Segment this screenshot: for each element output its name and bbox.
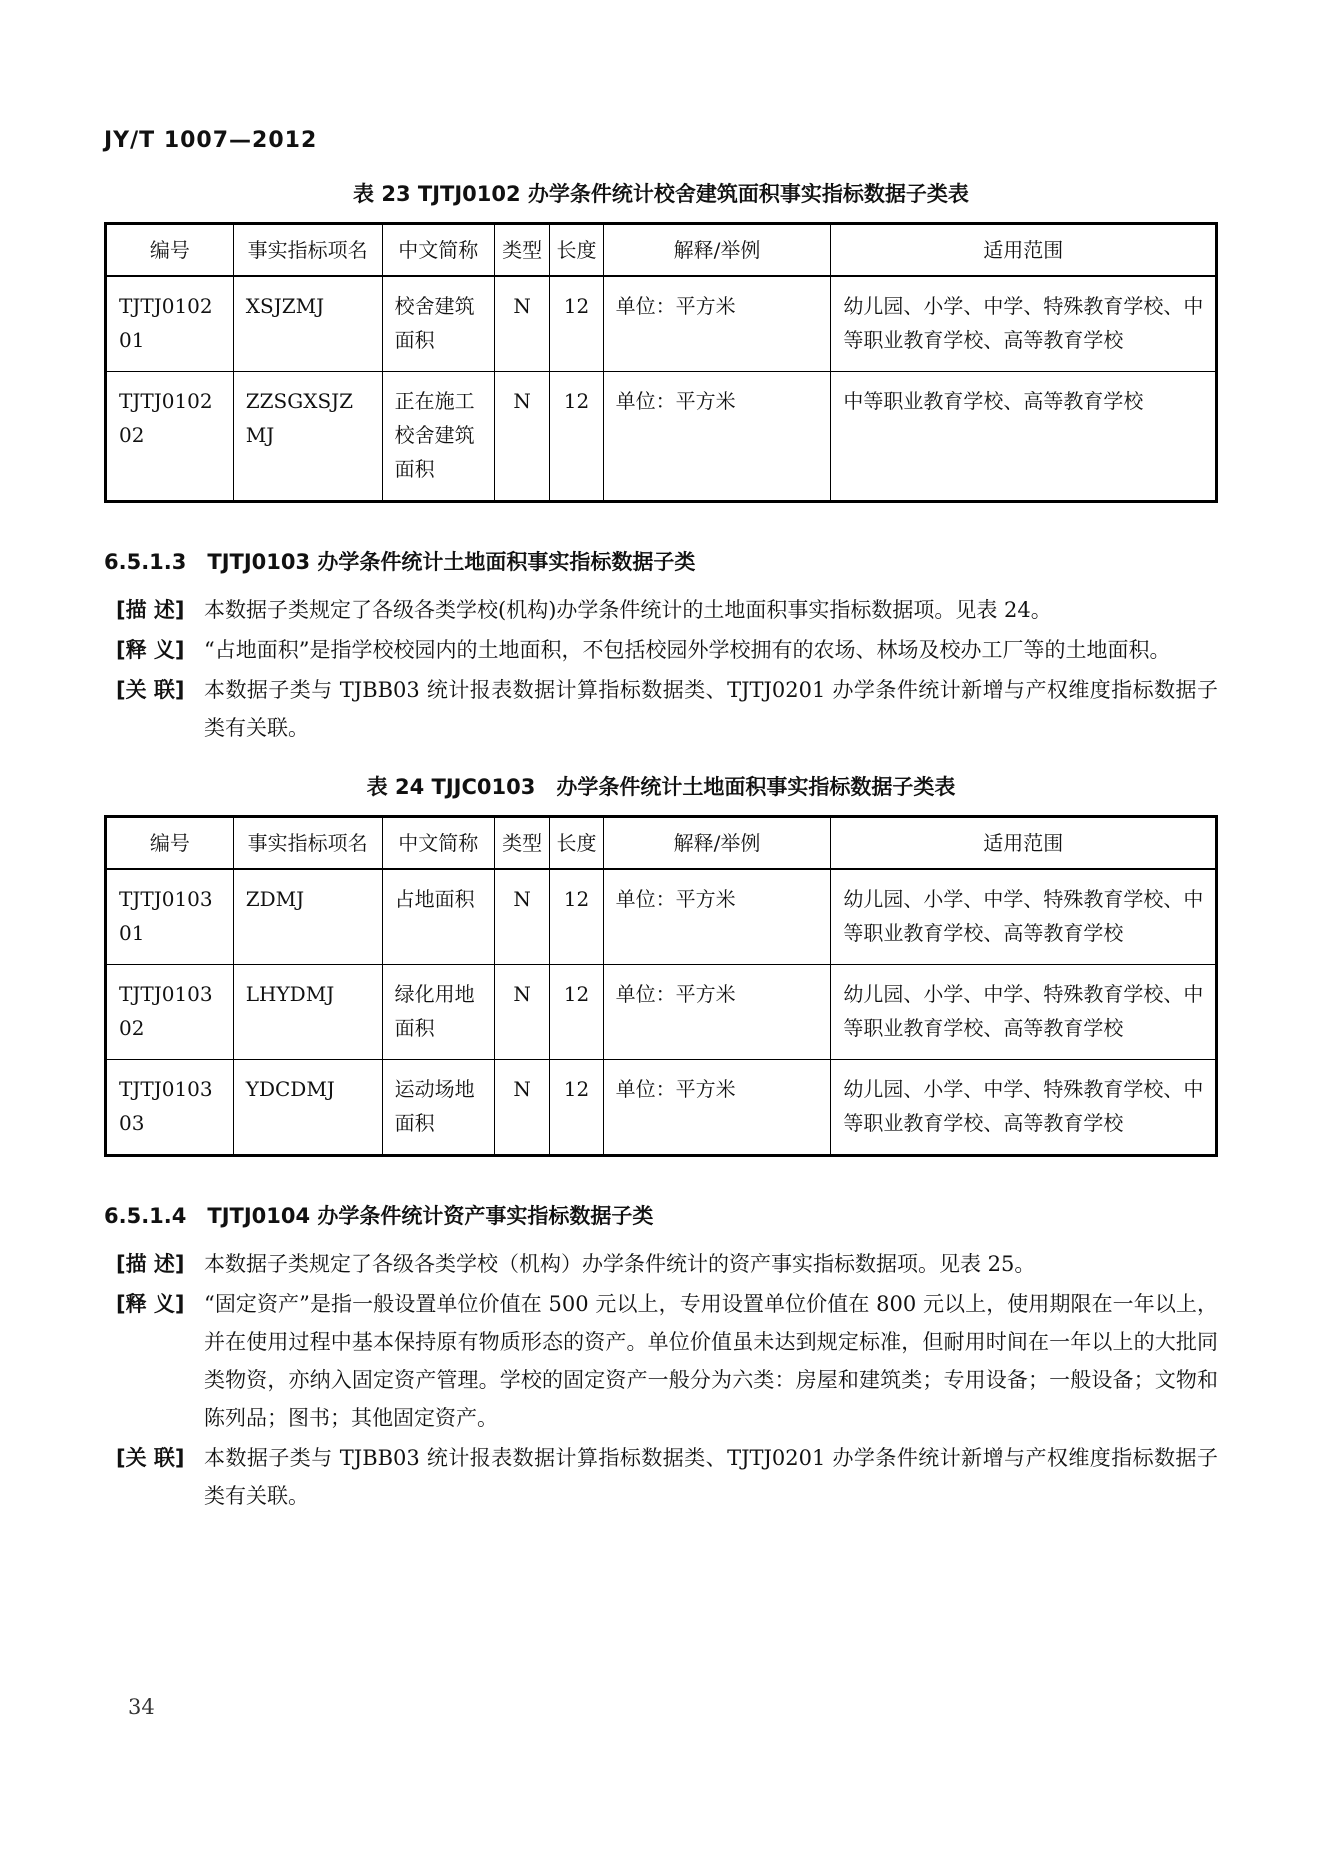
section-heading-6513: 6.5.1.3 TJTJ0103 办学条件统计土地面积事实指标数据子类 <box>104 550 696 574</box>
cell-item: ZDMJ <box>233 869 382 965</box>
para-label: [释 义] <box>116 1292 185 1316</box>
cell-len: 12 <box>550 965 603 1060</box>
cell-len: 12 <box>550 869 603 965</box>
paragraph-description <box>116 1245 1218 1283</box>
cell-type: N <box>494 1060 550 1156</box>
para-label: [描 述] <box>116 1252 185 1276</box>
table23-caption: 表 23 TJTJ0102 办学条件统计校舍建筑面积事实指标数据子类表 <box>353 182 969 206</box>
table24 <box>104 815 1218 1157</box>
col-header-type: 类型 <box>494 817 550 870</box>
para-text: 本数据子类规定了各级各类学校（机构）办学条件统计的资产事实指标数据项。见表 25。 <box>204 1252 1036 1276</box>
page-number: 34 <box>128 1695 155 1719</box>
table-row <box>106 965 1217 1060</box>
cell-item: ZZSGXSJZMJ <box>233 372 382 502</box>
cell-item: YDCDMJ <box>233 1060 382 1156</box>
col-header-item: 事实指标项名 <box>233 817 382 870</box>
cell-desc: 单位：平方米 <box>603 276 831 372</box>
cell-len: 12 <box>550 1060 603 1156</box>
col-header-scope: 适用范围 <box>831 224 1217 277</box>
cell-type: N <box>494 869 550 965</box>
cell-scope: 幼儿园、小学、中学、特殊教育学校、中等职业教育学校、高等教育学校 <box>831 869 1217 965</box>
section-6513-paragraphs <box>104 591 1218 747</box>
paragraph-relation <box>116 1439 1218 1515</box>
col-header-desc: 解释/举例 <box>603 817 831 870</box>
cell-item: XSJZMJ <box>233 276 382 372</box>
cell-item: LHYDMJ <box>233 965 382 1060</box>
paragraph-definition <box>116 631 1218 669</box>
col-header-id: 编号 <box>106 817 234 870</box>
paragraph-description <box>116 591 1218 629</box>
cell-type: N <box>494 372 550 502</box>
section-heading-6514: 6.5.1.4 TJTJ0104 办学条件统计资产事实指标数据子类 <box>104 1204 654 1228</box>
section-6514-paragraphs <box>104 1245 1218 1515</box>
cell-name: 运动场地面积 <box>382 1060 494 1156</box>
col-header-desc: 解释/举例 <box>603 224 831 277</box>
cell-name: 正在施工校舍建筑面积 <box>382 372 494 502</box>
cell-scope: 幼儿园、小学、中学、特殊教育学校、中等职业教育学校、高等教育学校 <box>831 1060 1217 1156</box>
cell-id: TJTJ010301 <box>106 869 234 965</box>
cell-len: 12 <box>550 372 603 502</box>
paragraph-definition <box>116 1285 1218 1437</box>
cell-scope: 幼儿园、小学、中学、特殊教育学校、中等职业教育学校、高等教育学校 <box>831 276 1217 372</box>
table-row <box>106 1060 1217 1156</box>
table-row <box>106 869 1217 965</box>
doc-code: JY/T 1007—2012 <box>104 128 318 153</box>
col-header-name: 中文简称 <box>382 224 494 277</box>
cell-scope: 中等职业教育学校、高等教育学校 <box>831 372 1217 502</box>
col-header-id: 编号 <box>106 224 234 277</box>
cell-name: 绿化用地面积 <box>382 965 494 1060</box>
cell-name: 校舍建筑面积 <box>382 276 494 372</box>
para-label: [释 义] <box>116 638 185 662</box>
col-header-name: 中文简称 <box>382 817 494 870</box>
para-label: [关 联] <box>116 678 185 702</box>
para-text: 本数据子类与 TJBB03 统计报表数据计算指标数据类、TJTJ0201 办学条件统计新增与产权维度指标数据子类有关联。 <box>204 1446 1218 1508</box>
cell-desc: 单位：平方米 <box>603 869 831 965</box>
cell-scope: 幼儿园、小学、中学、特殊教育学校、中等职业教育学校、高等教育学校 <box>831 965 1217 1060</box>
col-header-scope: 适用范围 <box>831 817 1217 870</box>
cell-type: N <box>494 965 550 1060</box>
col-header-item: 事实指标项名 <box>233 224 382 277</box>
para-label: [关 联] <box>116 1446 185 1470</box>
para-text: “占地面积”是指学校校园内的土地面积，不包括校园外学校拥有的农场、林场及校办工厂等的土地面积。 <box>204 638 1171 662</box>
table24-caption: 表 24 TJJC0103 办学条件统计土地面积事实指标数据子类表 <box>366 775 956 799</box>
para-label: [描 述] <box>116 598 185 622</box>
cell-id: TJTJ010303 <box>106 1060 234 1156</box>
para-text: 本数据子类规定了各级各类学校(机构)办学条件统计的土地面积事实指标数据项。见表 24。 <box>204 598 1052 622</box>
cell-id: TJTJ010302 <box>106 965 234 1060</box>
table-row <box>106 372 1217 502</box>
cell-name: 占地面积 <box>382 869 494 965</box>
table-row <box>106 276 1217 372</box>
col-header-len: 长度 <box>550 817 603 870</box>
para-text: 本数据子类与 TJBB03 统计报表数据计算指标数据类、TJTJ0201 办学条件统计新增与产权维度指标数据子类有关联。 <box>204 678 1218 740</box>
cell-id: TJTJ010202 <box>106 372 234 502</box>
col-header-type: 类型 <box>494 224 550 277</box>
cell-id: TJTJ010201 <box>106 276 234 372</box>
paragraph-relation <box>116 671 1218 747</box>
col-header-len: 长度 <box>550 224 603 277</box>
cell-desc: 单位：平方米 <box>603 965 831 1060</box>
para-text: “固定资产”是指一般设置单位价值在 500 元以上，专用设置单位价值在 800 元以上，使用期限在一年以上，并在使用过程中基本保持原有物质形态的资产。单位价值虽未达到规定标准，但耐用时间在一年以上的大批同类物资，亦纳入固定资产管理。学校的固定资产一般分为六类：房屋和建筑类；专用设备；一般设备；文物和陈列品；图书；其他固定资产。 <box>204 1292 1218 1430</box>
cell-type: N <box>494 276 550 372</box>
table23-header-row <box>106 224 1217 277</box>
cell-len: 12 <box>550 276 603 372</box>
table24-header-row <box>106 817 1217 870</box>
cell-desc: 单位：平方米 <box>603 372 831 502</box>
cell-desc: 单位：平方米 <box>603 1060 831 1156</box>
table23 <box>104 222 1218 503</box>
